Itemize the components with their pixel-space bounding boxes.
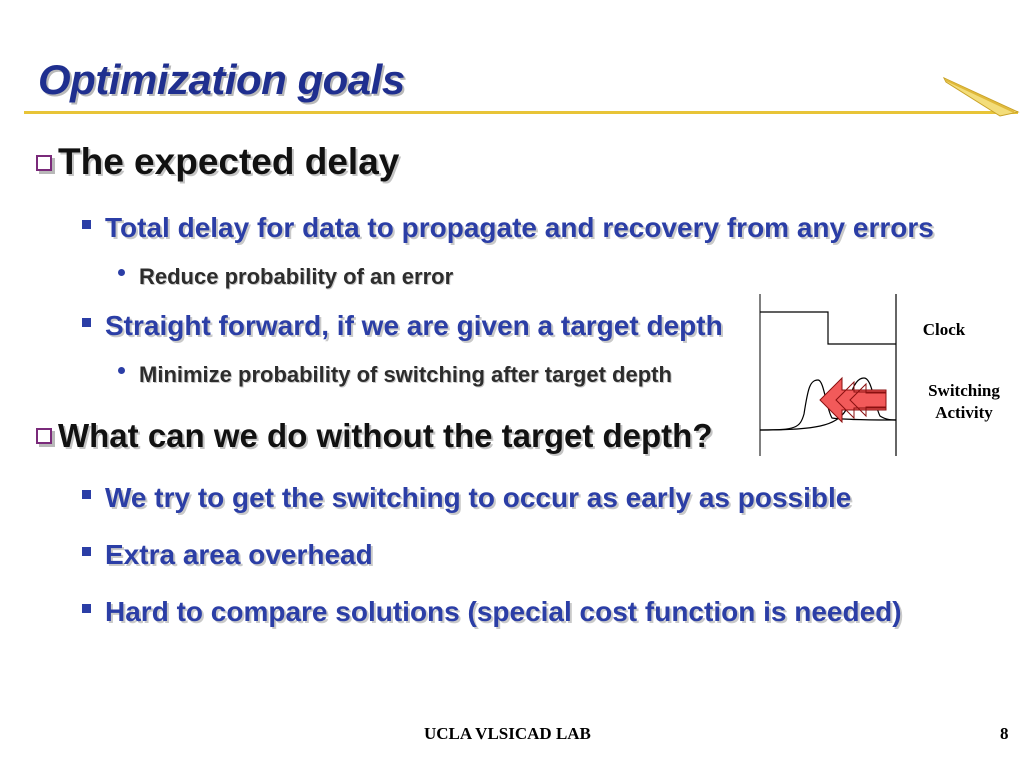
shift-left-arrows-icon — [820, 378, 886, 422]
page-number: 8 — [1000, 724, 1009, 743]
switching-label-line2: Activity — [935, 403, 993, 422]
bullet-text: What can we do without the target depth? — [58, 417, 713, 454]
subbullet-text: Hard to compare solutions (special cost function is needed) — [105, 596, 902, 627]
subbullet-switch-early — [82, 482, 851, 514]
square-bullet-icon — [82, 604, 91, 613]
checkbox-bullet-icon — [36, 155, 52, 171]
title-underline — [24, 111, 1018, 114]
subsubbullet-reduce-probability — [118, 264, 453, 290]
bullet-without-target-depth — [36, 417, 712, 455]
square-bullet-icon — [82, 547, 91, 556]
subbullet-area-overhead — [82, 539, 373, 571]
subsubbullet-text: Minimize probability of switching after target depth — [139, 362, 672, 387]
corner-decoration — [940, 74, 1020, 118]
dot-bullet-icon — [118, 269, 125, 276]
subbullet-text: Extra area overhead — [105, 539, 373, 570]
square-bullet-icon — [82, 220, 91, 229]
bullet-text: The expected delay — [58, 141, 400, 182]
square-bullet-icon — [82, 318, 91, 327]
subbullet-text: We try to get the switching to occur as early as possible — [105, 482, 852, 513]
subsubbullet-text: Reduce probability of an error — [139, 264, 454, 289]
subbullet-text: Total delay for data to propagate and recovery from any errors — [105, 212, 934, 243]
dot-bullet-icon — [118, 367, 125, 374]
subsubbullet-minimize-probability — [118, 362, 672, 388]
clock-waveform — [760, 312, 896, 344]
subbullet-total-delay — [82, 212, 934, 244]
subbullet-straight-forward — [82, 310, 723, 342]
clock-label: Clock — [922, 320, 966, 339]
switching-label-line1: Switching — [928, 381, 1000, 400]
slide-title: Optimization goals — [38, 56, 405, 103]
checkbox-bullet-icon — [36, 428, 52, 444]
bullet-expected-delay — [36, 141, 399, 183]
subbullet-text: Straight forward, if we are given a target depth — [105, 310, 723, 341]
clock-switching-diagram — [756, 292, 906, 458]
subbullet-hard-to-compare — [82, 596, 902, 628]
arrow-icon — [820, 378, 886, 422]
footer-lab-name: UCLA VLSICAD LAB — [424, 724, 591, 743]
square-bullet-icon — [82, 490, 91, 499]
switching-activity-label — [914, 380, 1014, 424]
